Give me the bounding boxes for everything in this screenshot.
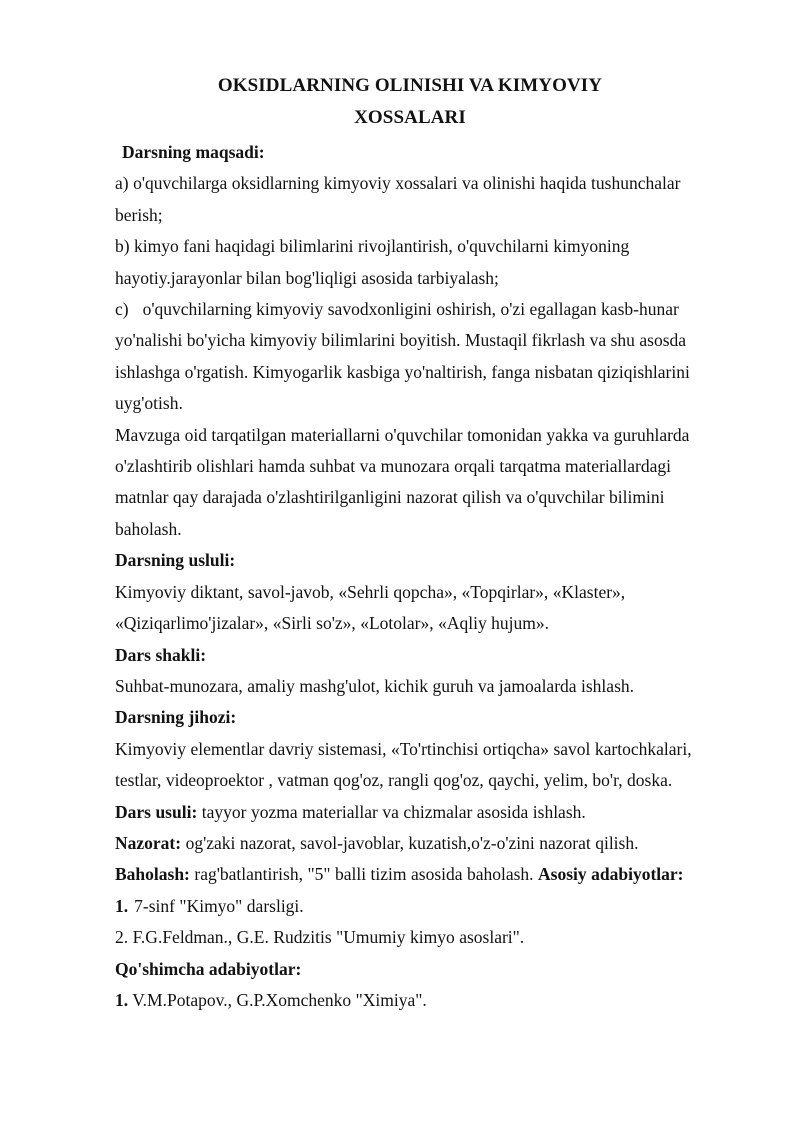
- reference-item-1: [115, 891, 727, 922]
- heading-darsning-jihozi: Darsning jihozi:: [115, 707, 237, 728]
- label-nazorat: Nazorat:: [115, 832, 182, 853]
- label-dars-usuli: Dars usuli:: [115, 801, 198, 822]
- reference-item-1-number: 1.: [115, 895, 129, 916]
- label-asosiy-adabiyotlar: Asosiy adabiyotlar:: [538, 864, 684, 885]
- dars-usuli-text: tayyor yozma materiallar va chizmalar asosida ishlash.: [201, 801, 586, 822]
- goal-item-a: a) o'quvchilarga oksidlarning kimyoviy xossalari va olinishi haqida tushunchalar berish;: [115, 173, 685, 225]
- baholash-row: [115, 859, 727, 890]
- document-title-line-1: OKSIDLARNING OLINISHI VA KIMYOVIY: [217, 75, 603, 96]
- goal-item-c: [115, 294, 727, 420]
- heading-darsning-maqsadi: Darsning maqsadi:: [122, 142, 265, 162]
- document-title: [100, 70, 720, 134]
- heading-qoshimcha-adabiyotlar: Qo'shimcha adabiyotlar:: [115, 958, 302, 979]
- goal-item-c-marker: c): [115, 299, 129, 320]
- reference-item-2: 2. F.G.Feldman., G.E. Rudzitis "Umumiy kimyo asoslari".: [115, 927, 525, 948]
- document-body: [115, 137, 727, 1016]
- heading-dars-shakli: Dars shakli:: [115, 644, 207, 665]
- extra-reference-item-1: [115, 985, 727, 1016]
- shakli-text: Suhbat-munozara, amaliy mashg'ulot, kichik guruh va jamoalarda ishlash.: [115, 675, 635, 696]
- heading-darsning-usluli: Darsning usluli:: [115, 550, 236, 571]
- extra-reference-item-1-text: V.M.Potapov., G.P.Xomchenko "Ximiya".: [132, 989, 427, 1010]
- extra-reference-item-1-number: 1.: [115, 989, 129, 1010]
- goal-item-b: b) kimyo fani haqidagi bilimlarini rivojlantirish, o'quvchilarni kimyoning hayotiy.jarayonlar bilan bog'liqligi asosida tarbiyalash;: [115, 236, 634, 288]
- paragraph-mavzuga: Mavzuga oid tarqatilgan materiallarni o'quvchilar tomonidan yakka va guruhlarda o'zlashtirib olishlari hamda suhbat va munozara orqali tarqatma materiallardagi matnlar qay darajada o'zlashtirilganligini nazorat qilish va o'quvchilar bilimini baholash.: [115, 424, 694, 539]
- document-title-line-2: XOSSALARI: [354, 107, 466, 128]
- usluli-text: Kimyoviy diktant, savol-javob, «Sehrli qopcha», «Topqirlar», «Klaster», «Qiziqarlimo'jizalar», «Sirli so'z», «Lotolar», «Aqliy hujum».: [115, 581, 630, 634]
- dars-usuli-row: [115, 797, 727, 828]
- goal-item-c-text: o'quvchilarning kimyoviy savodxonligini oshirish, o'zi egallagan kasb-hunar yo'nalishi bo'yicha kimyoviy bilimlarini boyitish. Mustaqil fikrlash va shu asosda ishlashga o'rgatish. Kimyogarlik kasbiga yo'naltirish, fanga nisbatan qiziqishlarini uyg'otish.: [115, 299, 695, 414]
- reference-item-1-text: 7-sinf "Kimyo" darsligi.: [134, 895, 304, 916]
- nazorat-text: og'zaki nazorat, savol-javoblar, kuzatish,o'z-o'zini nazorat qilish.: [185, 832, 639, 853]
- baholash-text: rag'batlantirish, "5" balli tizim asosida baholash.: [194, 864, 534, 885]
- label-baholash: Baholash:: [115, 864, 190, 885]
- jihozi-text: Kimyoviy elementlar davriy sistemasi, «To'rtinchisi ortiqcha» savol kartochkalari, testlar, videoproektor , vatman qog'oz, rangli qog'oz, qaychi, yelim, bo'r, doska.: [115, 738, 697, 791]
- nazorat-row: [115, 828, 727, 859]
